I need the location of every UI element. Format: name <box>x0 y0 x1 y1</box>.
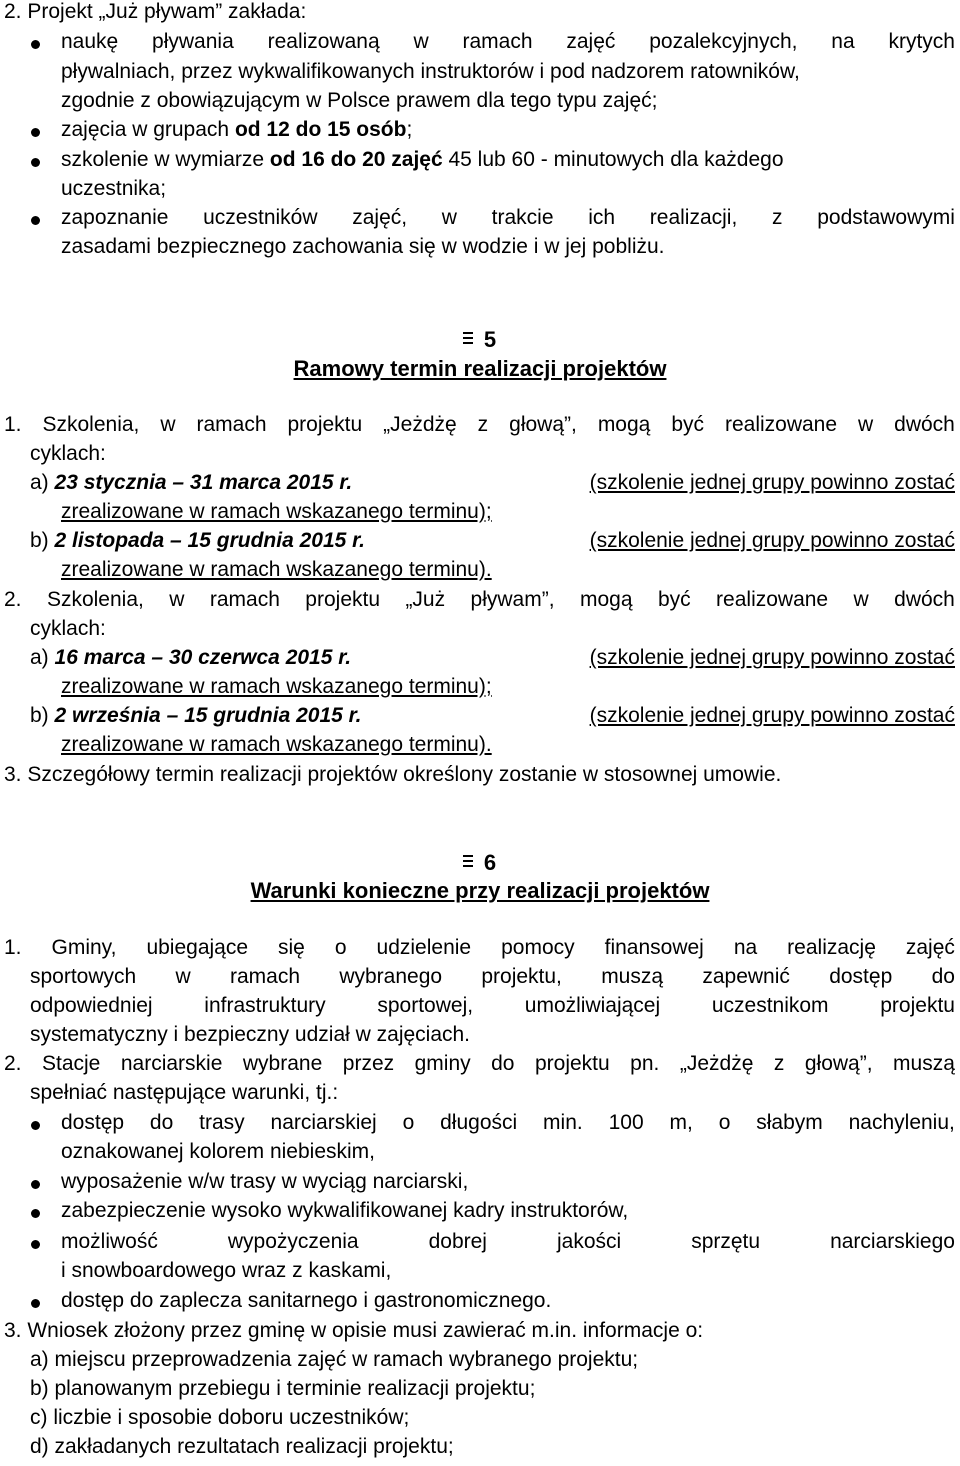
section-mark-icon <box>463 855 473 857</box>
s5-a1-note-2: zrealizowane w ramach wskazanego terminu); <box>61 500 492 523</box>
section-6-number <box>0 849 960 877</box>
s5-a2: a) 16 marca – 30 czerwca 2015 r. (szkolenie jednej grupy powinno zostać <box>30 646 955 669</box>
s6-bullet-4-line-1: możliwość wypożyczenia dobrej jakości sprzętu narciarskiego <box>61 1230 955 1253</box>
s6-bullet-2: wyposażenie w/w trasy w wyciąg narciarski, <box>61 1170 469 1193</box>
bullet-icon <box>31 1121 40 1130</box>
intro-bullet-1-line-1: naukę pływania realizowaną w ramach zajęć pozalekcyjnych, na krytych <box>61 30 955 53</box>
bullet-icon <box>31 1240 40 1249</box>
s6-bullet-3: zabezpieczenie wysoko wykwalifikowanej kadry instruktorów, <box>61 1199 629 1222</box>
section-mark-icon <box>463 332 473 334</box>
s6-p1-line-1: 1. Gminy, ubiegające się o udzielenie pomocy finansowej na realizację zajęć <box>4 936 955 959</box>
intro-bullet-2: zajęcia w grupach od 12 do 15 osób; <box>61 118 413 141</box>
intro-bullet-1-line-3: zgodnie z obowiązującym w Polsce prawem dla tego typu zajęć; <box>61 89 658 112</box>
s6-bullet-1-line-1: dostęp do trasy narciarskiej o długości min. 100 m, o słabym nachyleniu, <box>61 1111 955 1134</box>
s5-b2: b) 2 września – 15 grudnia 2015 r. (szkolenie jednej grupy powinno zostać <box>30 704 955 727</box>
s6-bullet-1-line-2: oznakowanej kolorem niebieskim, <box>61 1140 375 1163</box>
section-6-title: Warunki konieczne przy realizacji projektów <box>250 878 710 903</box>
s5-b1-note-2: zrealizowane w ramach wskazanego terminu). <box>61 558 492 581</box>
intro-bullet-4-line-1: zapoznanie uczestników zajęć, w trakcie ich realizacji, z podstawowymi <box>61 206 955 229</box>
s5-a2-note-2: zrealizowane w ramach wskazanego terminu); <box>61 675 492 698</box>
bullet-icon <box>31 1180 40 1189</box>
s5-p2-line-1: 2. Szkolenia, w ramach projektu „Już pływam”, mogą być realizowane w dwóch <box>4 588 955 611</box>
s6-bullet-5: dostęp do zaplecza sanitarnego i gastronomicznego. <box>61 1289 552 1312</box>
s6-p2-line-2: spełniać następujące warunki, tj.: <box>30 1081 339 1104</box>
bullet-icon <box>31 1209 40 1218</box>
s6-p1-line-2: sportowych w ramach wybranego projektu, muszą zapewnić dostęp do <box>30 965 955 988</box>
s6-item-a: a) miejscu przeprowadzenia zajęć w ramach wybranego projektu; <box>30 1348 639 1371</box>
section-mark-icon <box>463 342 473 344</box>
s5-b2-note-2: zrealizowane w ramach wskazanego terminu). <box>61 733 492 756</box>
intro-bullet-3-line-1: szkolenie w wymiarze od 16 do 20 zajęć 45 lub 60 - minutowych dla każdego <box>61 148 784 171</box>
s5-p3: 3. Szczegółowy termin realizacji projektów określony zostanie w stosownej umowie. <box>4 763 782 786</box>
s5-a1: a) 23 stycznia – 31 marca 2015 r. (szkolenie jednej grupy powinno zostać <box>30 471 955 494</box>
intro-heading: 2. Projekt „Już pływam” zakłada: <box>4 0 307 23</box>
s6-p1-line-3: odpowiedniej infrastruktury sportowej, umożliwiającej uczestnikom projektu <box>30 994 955 1017</box>
section-5-number <box>0 326 960 354</box>
s5-b1: b) 2 listopada – 15 grudnia 2015 r. (szkolenie jednej grupy powinno zostać <box>30 529 955 552</box>
intro-bullet-4-line-2: zasadami bezpiecznego zachowania się w wodzie i w jej pobliżu. <box>61 235 665 258</box>
section-5-num-text: 5 <box>483 327 497 352</box>
intro-bullet-1-line-2: pływalniach, przez wykwalifikowanych instruktorów i pod nadzorem ratowników, <box>61 60 800 83</box>
s5-p1-line-1: 1. Szkolenia, w ramach projektu „Jeżdżę z głową”, mogą być realizowane w dwóch <box>4 413 955 436</box>
bullet-icon <box>31 216 40 225</box>
s5-p1-line-2: cyklach: <box>30 442 106 465</box>
s6-p3: 3. Wniosek złożony przez gminę w opisie musi zawierać m.in. informacje o: <box>4 1319 704 1342</box>
bullet-icon <box>31 40 40 49</box>
bullet-icon <box>31 158 40 167</box>
section-6-num-text: 6 <box>483 850 497 875</box>
s6-p1-line-4: systematyczny i bezpieczny udział w zajęciach. <box>30 1023 471 1046</box>
section-mark-icon <box>463 860 473 862</box>
bullet-icon <box>31 1299 40 1308</box>
s6-p2-line-1: 2. Stacje narciarskie wybrane przez gminy do projektu pn. „Jeżdżę z głową”, muszą <box>4 1052 955 1075</box>
s6-bullet-4-line-2: i snowboardowego wraz z kaskami, <box>61 1259 392 1282</box>
s6-item-d: d) zakładanych rezultatach realizacji projektu; <box>30 1435 454 1458</box>
s6-item-b: b) planowanym przebiegu i terminie realizacji projektu; <box>30 1377 536 1400</box>
section-5-title: Ramowy termin realizacji projektów <box>293 356 667 381</box>
intro-bullet-3-line-2: uczestnika; <box>61 177 167 200</box>
section-mark-icon <box>463 865 473 867</box>
s6-item-c: c) liczbie i sposobie doboru uczestników; <box>30 1406 410 1429</box>
section-mark-icon <box>463 337 473 339</box>
bullet-icon <box>31 128 40 137</box>
s5-p2-line-2: cyklach: <box>30 617 106 640</box>
